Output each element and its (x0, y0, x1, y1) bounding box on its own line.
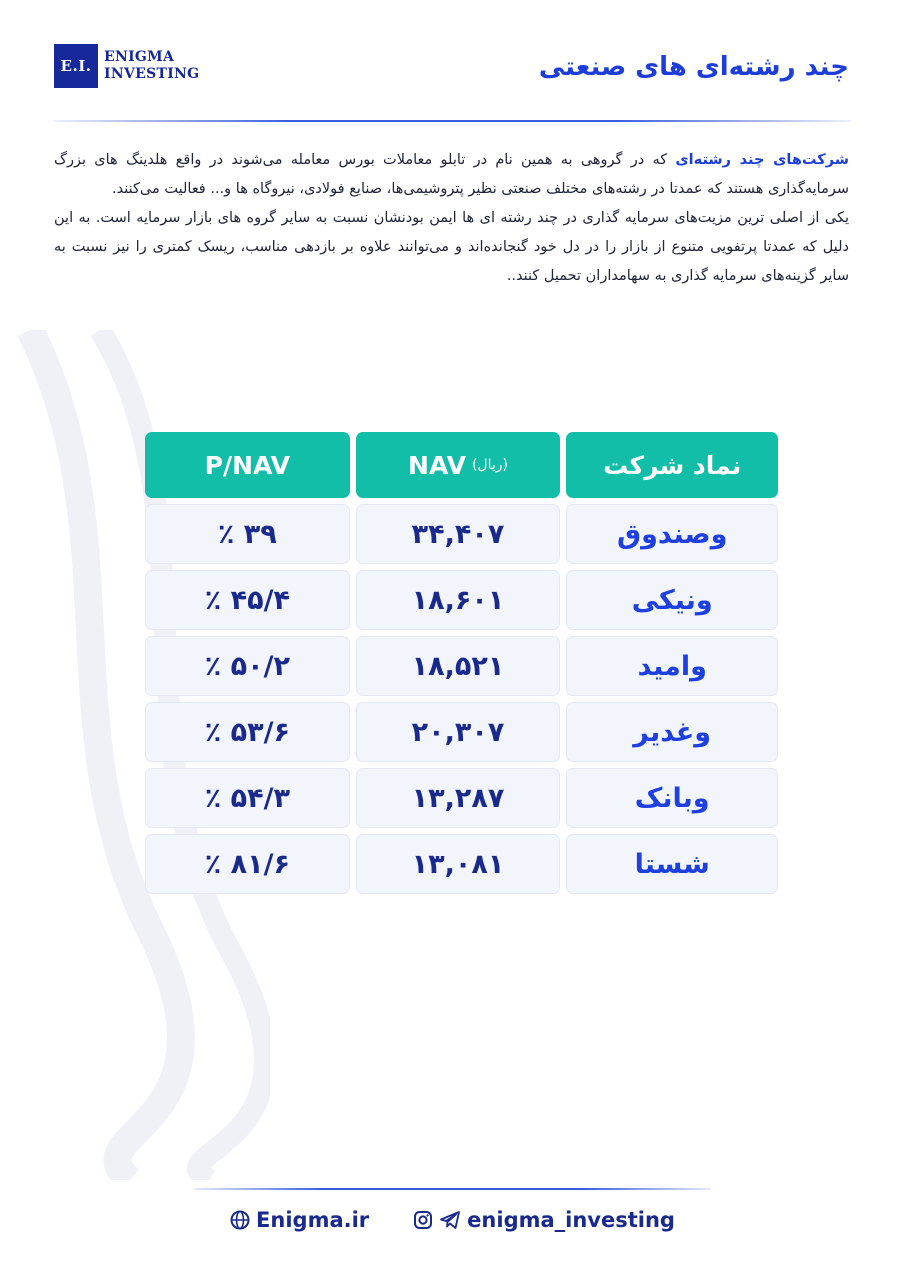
header-symbol: نماد شرکت (566, 432, 778, 498)
table-row (145, 636, 778, 696)
row-pnav: ۸۱/۶ ٪ (145, 834, 350, 894)
row-pnav: ۵۰/۲ ٪ (145, 636, 350, 696)
row-symbol: ونیکی (566, 570, 778, 630)
row-pnav: ۵۳/۶ ٪ (145, 702, 350, 762)
row-nav: ۱۸,۵۲۱ (356, 636, 561, 696)
row-symbol: شستا (566, 834, 778, 894)
intro-highlight: شرکت‌های چند رشته‌ای (675, 152, 849, 168)
page-title: چند رشته‌ای های صنعتی (538, 52, 849, 82)
intro-text (54, 146, 849, 291)
footer-website[interactable] (230, 1208, 369, 1232)
footer (0, 1208, 905, 1232)
globe-icon (230, 1210, 250, 1230)
table-row (145, 504, 778, 564)
intro-paragraph-1-text: که در گروهی به همین نام در تابلو معاملات بورس معامله می‌شوند در واقع هلدینگ های بزرگ سرمایه‌گذاری هستند که عمدتا در رشته‌های مختلف صنعتی نظیر پتروشیمی‌ها، صنایع فولادی، نیروگاه ها و... فعالیت می‌کنند. (54, 152, 849, 197)
footer-divider (195, 1188, 710, 1190)
website-link[interactable]: Enigma.ir (256, 1208, 370, 1232)
brand-name-line1: ENIGMA (104, 49, 175, 65)
row-pnav: ۵۴/۳ ٪ (145, 768, 350, 828)
brand-logo (54, 44, 199, 88)
brand-name (104, 49, 199, 83)
table-row (145, 834, 778, 894)
table-row (145, 702, 778, 762)
row-symbol: وغدیر (566, 702, 778, 762)
telegram-icon (439, 1210, 461, 1230)
row-pnav: ۴۵/۴ ٪ (145, 570, 350, 630)
header-pnav: P/NAV (145, 432, 350, 498)
header-nav (356, 432, 561, 498)
row-nav: ۳۴,۴۰۷ (356, 504, 561, 564)
nav-table (145, 432, 778, 900)
instagram-icon (413, 1210, 433, 1230)
row-nav: ۱۳,۲۸۷ (356, 768, 561, 828)
row-nav: ۲۰,۳۰۷ (356, 702, 561, 762)
intro-paragraph-2: یکی از اصلی ترین مزیت‌های سرمایه گذاری در چند رشته ای ها ایمن بودنشان نسبت به سایر گروه های بازار سرمایه است. به این دلیل که عمدتا پرتفویی متنوع از بازار را در دل خود گنجانده‌اند و می‌توانند علاوه بر بازدهی مناسب، ریسک کمتری را نیز نسبت به سایر گزینه‌های سرمایه گذاری به سهامداران تحمیل کنند.. (54, 210, 849, 284)
header-divider (54, 120, 851, 122)
row-symbol: وبانک (566, 768, 778, 828)
row-nav: ۱۸,۶۰۱ (356, 570, 561, 630)
brand-mark: E.I. (54, 44, 98, 88)
table-header-row (145, 432, 778, 498)
row-symbol: وامید (566, 636, 778, 696)
row-pnav: ۳۹ ٪ (145, 504, 350, 564)
intro-paragraph-1 (54, 146, 849, 204)
header-nav-label: NAV (408, 450, 466, 480)
row-symbol: وصندوق (566, 504, 778, 564)
social-handle[interactable]: enigma_investing (467, 1208, 675, 1232)
footer-social[interactable] (413, 1208, 675, 1232)
row-nav: ۱۳,۰۸۱ (356, 834, 561, 894)
brand-name-line2: INVESTING (104, 66, 200, 82)
table-row (145, 570, 778, 630)
header-nav-unit: (ریال) (471, 457, 508, 473)
table-row (145, 768, 778, 828)
